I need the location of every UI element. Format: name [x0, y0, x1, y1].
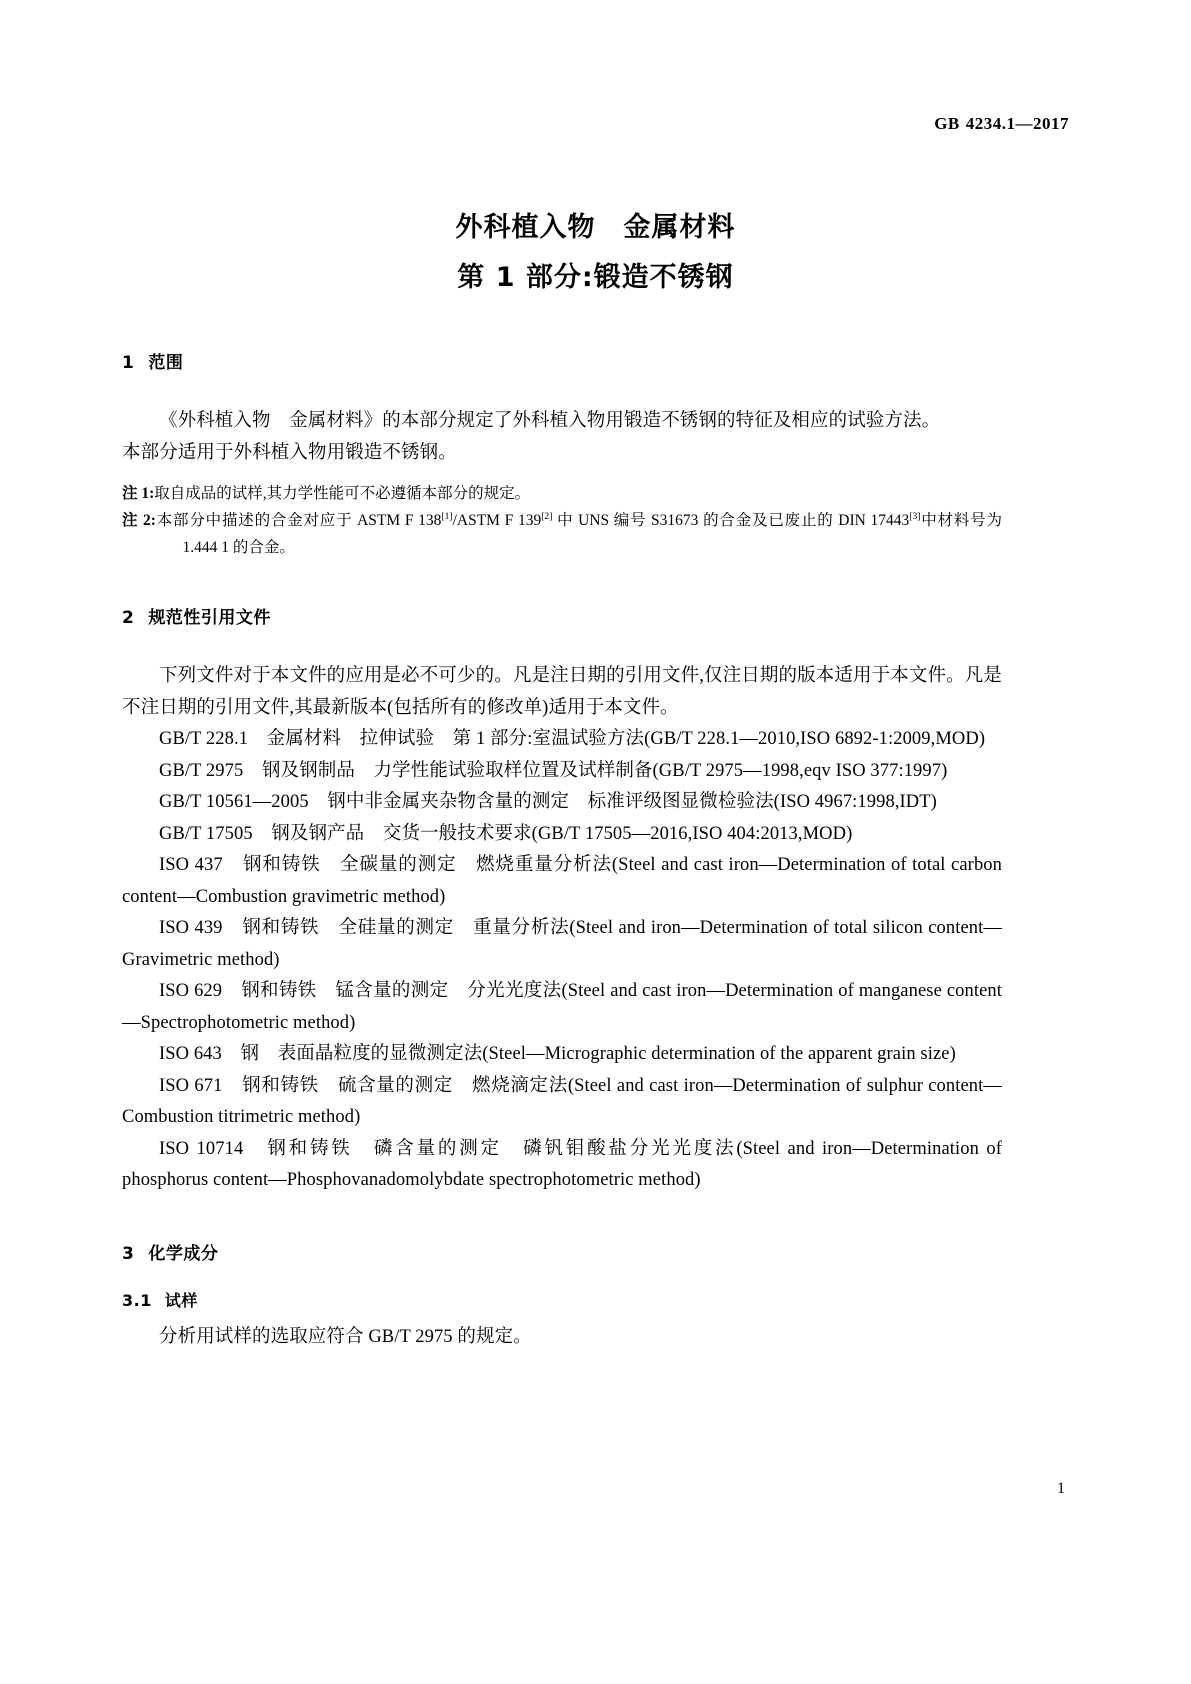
note-2-text-a: 本部分中描述的合金对应于 ASTM F 138 — [155, 512, 442, 529]
clause-number-1: 1 — [122, 353, 135, 373]
clause2-intro: 下列文件对于本文件的应用是必不可少的。凡是注日期的引用文件,仅注日期的版本适用于本文件。凡是不注日期的引用文件,其最新版本(包括所有的修改单)适用于本文件。 — [122, 666, 1002, 718]
clause1-paragraph-1: 《外科植入物 金属材料》的本部分规定了外科植入物用锻造不锈钢的特征及相应的试验方法。 — [159, 411, 941, 431]
subclause-heading-3-1 — [122, 1288, 1002, 1311]
normative-reference: GB/T 228.1 金属材料 拉伸试验 第 1 部分:室温试验方法(GB/T 228.1—2010,ISO 6892-1:2009,MOD) — [159, 729, 986, 749]
clause3-1-paragraph: 分析用试样的选取应符合 GB/T 2975 的规定。 — [159, 1326, 532, 1347]
note-2-text-b: /ASTM F 139 — [452, 512, 542, 529]
clause-title-3: 化学成分 — [148, 1243, 219, 1264]
normative-reference: ISO 10714 钢和铸铁 磷含量的测定 磷钒钼酸盐分光光度法(Steel and iron—Determination of phosphorus content—Phosphovanadomolybdate spectrophotometric method) — [122, 1138, 1002, 1190]
note-2-text-c: 中 UNS 编号 S31673 的合金及已废止的 DIN 17443 — [552, 512, 910, 529]
normative-reference: ISO 437 钢和铸铁 全碳量的测定 燃烧重量分析法(Steel and cast iron—Determination of total carbon content—Combustion gravimetric method) — [122, 855, 1002, 907]
note-2-text-d: 中材料号为 1.444 1 的合金。 — [182, 512, 1002, 556]
normative-reference: ISO 629 钢和铸铁 锰含量的测定 分光光度法(Steel and cast iron—Determination of manganese content—Spectrophotometric method) — [122, 981, 1002, 1033]
normative-reference: GB/T 10561—2005 钢中非金属夹杂物含量的测定 标准评级图显微检验法(ISO 4967:1998,IDT) — [159, 792, 937, 812]
title-line-2: 第 1 部分:锻造不锈钢 — [457, 262, 734, 293]
clause-heading-3 — [122, 1239, 1002, 1264]
clause1-paragraph-2: 本部分适用于外科植入物用锻造不锈钢。 — [122, 442, 457, 463]
note-1-label: 注 1: — [122, 485, 155, 502]
clause-title-1: 范围 — [148, 353, 184, 373]
page-number: 1 — [1057, 1480, 1065, 1497]
clause-heading-2 — [122, 603, 1002, 628]
standard-number: 4234.1—2017 — [965, 114, 1069, 133]
note-2-ref-2: [2] — [541, 510, 553, 522]
note-2-ref-3: [3] — [909, 510, 921, 522]
normative-reference: ISO 643 钢 表面晶粒度的显微测定法(Steel—Micrographic determination of the apparent grain size) — [159, 1044, 956, 1064]
title-line-1: 外科植入物 金属材料 — [455, 212, 736, 243]
document-title — [0, 203, 1191, 303]
note-2-label: 注 2: — [122, 512, 156, 529]
clause1-note-2 — [122, 507, 1002, 561]
clause-heading-1 — [122, 348, 1002, 373]
clause-number-3: 3 — [122, 1243, 135, 1264]
document-body — [122, 348, 1002, 1353]
note-1-text: 取自成品的试样,其力学性能可不必遵循本部分的规定。 — [154, 485, 531, 502]
clause-number-2: 2 — [122, 608, 135, 628]
running-header — [0, 114, 1069, 134]
normative-reference: GB/T 2975 钢及钢制品 力学性能试验取样位置及试样制备(GB/T 2975—1998,eqv ISO 377:1997) — [159, 760, 948, 781]
normative-reference: GB/T 17505 钢及钢产品 交货一般技术要求(GB/T 17505—2016,ISO 404:2013,MOD) — [159, 823, 853, 844]
note-2-ref-1: [1] — [441, 510, 453, 522]
clause1-note-1 — [122, 480, 1002, 507]
clause-title-2: 规范性引用文件 — [148, 608, 271, 628]
standard-code: GB — [934, 114, 960, 133]
subclause-title-3-1: 试样 — [164, 1290, 198, 1310]
normative-reference: ISO 439 钢和铸铁 全硅量的测定 重量分析法(Steel and iron—Determination of total silicon content—Gravimetric method) — [122, 918, 1002, 970]
normative-reference: ISO 671 钢和铸铁 硫含量的测定 燃烧滴定法(Steel and cast iron—Determination of sulphur content—Combustion titrimetric method) — [122, 1075, 1002, 1127]
subclause-number-3-1: 3.1 — [122, 1290, 152, 1310]
